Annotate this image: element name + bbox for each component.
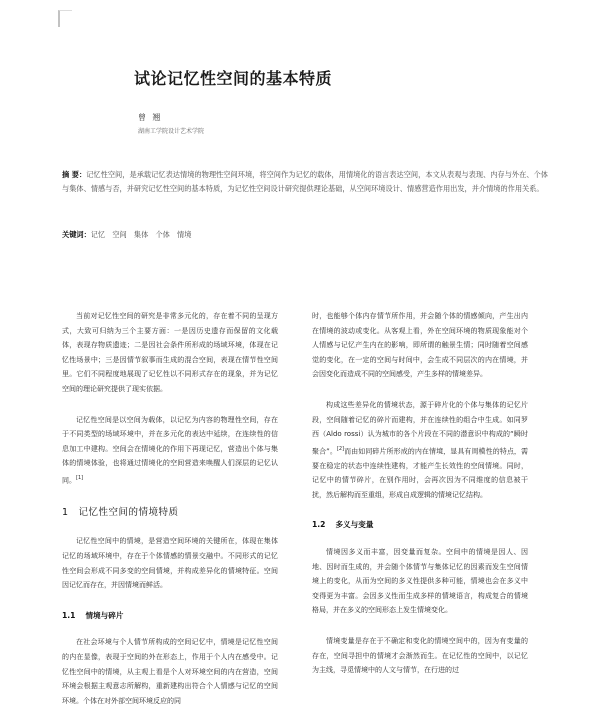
paragraph: 情境变量是存在于不确定和变化的情境空间中的，因为有变量的存在，空间寻担中的情境才会渐然而生。在记忆性的空间中，以记忆为主线，寻觅情境中的人文与情节，在行进的过: [312, 637, 528, 675]
paragraph-text: 构成这些差异化的情境状态，源于碎片化的个体与集体的记忆片段，空间随着记忆的碎片而建构，并在连续性的组合中生成。如同罗西（Aldo rossi）认为城市的各个片段在不同的潜意识中构成的“瞬时聚合”。: [312, 400, 528, 456]
subsection-heading: [62, 609, 278, 624]
section-title: 记忆性空间的情境特质: [78, 506, 179, 518]
paragraph: [62, 413, 278, 488]
citation-ref: [2]: [336, 445, 345, 452]
paragraph-text: 而由如同碎片所形成的内在情境，显具有周模性的特点，需要在稳定的状态中连续性建构，才能产生长效性的空间情境。同时，记忆中的情节碎片，在别作用时，会再次因为不同维度的信息被干扰，然后解构而至重组，形成自成逻辑的情境记忆结构。: [312, 447, 528, 499]
paragraph: 时，也能够个体内存情节所作用，并会随个体的情感倾向，产生出内在情境的波动或变化。从客观上看，外在空间环境的物质现象能对个人情感与记忆产生内在的影响，即所谓的触景生情；同时随着空间感觉的变化，在一定的空间与时间中，会生成不同层次的内在情境，并会因变化而造成不同的空间感受，产生多样的情境差异。: [312, 312, 528, 379]
subsection-number: 1.2: [312, 520, 326, 530]
citation-ref: [1]: [76, 474, 84, 481]
left-column: [62, 309, 278, 724]
paragraph: [312, 398, 528, 502]
paragraph: 记忆性空间中的情境，是营造空间环境的关键所在，体现在集体记忆的场域环境中，存在于个体情感的情景交融中。不同形式的记忆性空间会形成不同多变的空间情境，并构成差异化的情境特征。空间因记忆而存在，并因情境而鲜活。: [62, 537, 278, 590]
paragraph: 当前对记忆性空间的研究是非常多元化的，存在着不同的呈现方式，大致可归纳为三个主要方面：一是因历史遗存而保留的文化载体，表现存物质遗迹；二是因社会条件所形成的场域环境，体现在记忆性场景中；三是因情节叙事而生成的混合空间，表现在情节性空间里。它们不同程度地展现了记忆性以不同形式存在的现象，并为记忆空间的理论研究提供了现实依据。: [62, 312, 278, 393]
paper-title: 试论记忆性空间的基本特质: [134, 69, 333, 88]
subsection-title: 情境与碎片: [85, 610, 124, 620]
paragraph: 在社会环境与个人情节所构成的空间记忆中，情境是记忆性空间的内在显像，表现于空间的外在形态上，作用于个人内在感受中。记忆性空间中的情境，从主观上看是个人对环境空间的内在营造，空间环境会根据主观意志所解构，重新建构出符合个人情感与记忆的空间环境。个体在对外部空间环境反应的同: [62, 638, 278, 705]
keywords-label: 关键词：: [62, 230, 91, 239]
scan-artifact: [58, 10, 72, 27]
abstract-label: 摘 要：: [62, 170, 87, 179]
subsection-heading: [312, 518, 528, 533]
right-column: [312, 309, 528, 694]
paragraph-text: 记忆性空间是以空间为载体，以记忆为内容的物理性空间，存在于不同类型的场域环境中，并在多元化的表达中延续，在连续性的信息加工中建构。空间会在情境化的作用下再现记忆，营造出个体与集体的情境体验，也将通过情境化的空间营造来唤醒人们深层的记忆认同。: [62, 415, 278, 485]
author-name: 曾 翘: [138, 113, 163, 122]
section-heading: [62, 506, 278, 521]
keywords-text: 记忆 空间 集体 个体 情境: [90, 230, 192, 239]
subsection-number: 1.1: [62, 610, 76, 620]
author-affiliation: 湖南工学院设计艺术学院: [138, 128, 205, 135]
abstract: [62, 168, 548, 197]
paragraph: 情境因多义而丰富，因变量而复杂。空间中的情境是因人、因地、因时而生成的，并会随个体情节与集体记忆的因素而发生空间情境上的变化，从而为空间的多义性提供多种可能，情境也会在多义中变得更为丰富。会因多义性而生成多样的情境语言，构成复合的情境格局，并在多义的空间形态上发生情境变化。: [312, 548, 528, 615]
abstract-text: 记忆性空间，是承载记忆表达情境的物理性空间环境，将空间作为记忆的载体，用情境化的语言表达空间，本文从表观与表现、内存与外在、个体与集体、情感与否，并研究记忆性空间的基本特质，为记忆性空间设计研究提供理论基础，从空间环境设计、情感营造作用出发，并介情境的作用关系。: [62, 170, 548, 194]
section-number: 1: [62, 506, 69, 518]
subsection-title: 多义与变量: [335, 520, 374, 530]
keywords: [62, 230, 548, 240]
